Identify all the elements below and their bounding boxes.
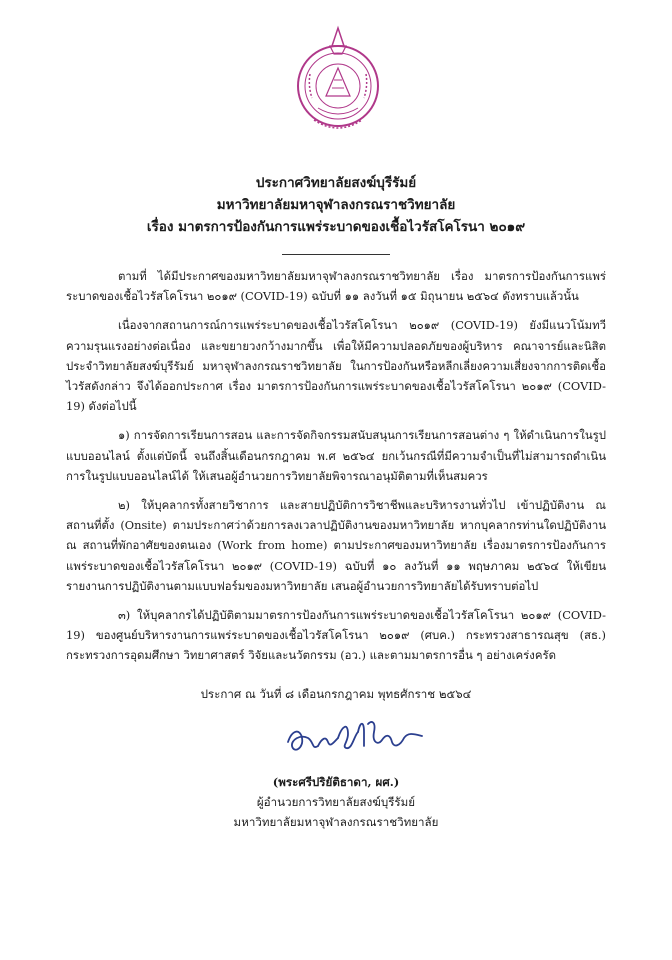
signer-organization: มหาวิทยาลัยมหาจุฬาลงกรณราชวิทยาลัย [233, 815, 439, 829]
measure-item-2: ๒) ให้บุคลากรทั้งสายวิชาการ และสายปฏิบัติการวิชาชีพและบริหารงานทั่วไป เข้าปฏิบัติงาน ณ สถานที่ตั้ง (Onsite) ตามประกาศว่าด้วยการลงเวลาปฏิบัติงานของมหาวิทยาลัย หากบุคลากรท่านใดปฏิบัติงาน ณ สถานที่พักอาศัยของตนเอง (Work from home) ตามประกาศของมหาวิทยาลัย เรื่องมาตรการป้องกันการแพร่ระบาดของเชื้อไวรัสโคโรนา ๒๐๑๙ (COVID-19) ฉบับที่ ๑๐ ลงวันที่ ๑๑ พฤษภาคม ๒๕๖๔ ให้เขียนรายงานการปฏิบัติงานตามแบบฟอร์มของมหาวิทยาลัย เสนอผู้อำนวยการวิทยาลัยได้รับทราบต่อไป [66, 498, 606, 593]
paragraph-situation: เนื่องจากสถานการณ์การแพร่ระบาดของเชื้อไวรัสโคโรนา ๒๐๑๙ (COVID-19) ยังมีแนวโน้มทวีความรุนแรงอย่างต่อเนื่อง และขยายวงกว้างมากขึ้น เพื่อให้มีความปลอดภัยของผู้บริหาร คณาจารย์และนิสิตประจำวิทยาลัยสงฆ์บุรีรัมย์ มหาจุฬาลงกรณราชวิทยาลัย ในการป้องกันหรือหลีกเลี่ยงความเสี่ยงจากการติดเชื้อไวรัสดังกล่าว จึงได้ออกประกาศ เรื่อง มาตรการป้องกันการแพร่ระบาดของเชื้อไวรัสโคโรนา ๒๐๑๙ (COVID-19) ดังต่อไปนี้ [66, 318, 606, 414]
announcement-body [66, 266, 606, 675]
signer-position: ผู้อำนวยการวิทยาลัยสงฆ์บุรีรัมย์ [256, 795, 416, 809]
announce-date: ประกาศ ณ วันที่ ๘ เดือนกรกฎาคม พุทธศักราช ๒๕๖๔ [200, 687, 472, 701]
handwritten-signature-icon [282, 712, 432, 762]
measure-item-1: ๑) การจัดการเรียนการสอน และการจัดกิจกรรมสนับสนุนการเรียนการสอนต่าง ๆ ให้ดำเนินการในรูปแบบออนไลน์ ตั้งแต่บัดนี้ จนถึงสิ้นเดือนกรกฎาคม พ.ศ ๒๕๖๔ ยกเว้นกรณีที่มีความจำเป็นที่ไม่สามารถดำเนินการในรูปแบบออนไลน์ได้ ให้เสนอผู้อำนวยการวิทยาลัยพิจารณาอนุมัติตามที่เห็นสมควร [66, 428, 606, 483]
paragraph-reference: ตามที่ ได้มีประกาศของมหาวิทยาลัยมหาจุฬาลงกรณราชวิทยาลัย เรื่อง มาตรการป้องกันการแพร่ระบาดของเชื้อไวรัสโคโรนา ๒๐๑๙ (COVID-19) ฉบับที่ ๑๑ ลงวันที่ ๑๕ มิถุนายน ๒๕๖๔ ดังทราบแล้วนั้น [66, 269, 606, 304]
temple-seal-icon [296, 24, 380, 140]
heading-divider [282, 254, 390, 255]
signer-name: (พระศรีปริยัติธาดา, ผศ.) [272, 775, 400, 789]
signer-block [0, 772, 672, 832]
heading-line-2: มหาวิทยาลัยมหาจุฬาลงกรณราชวิทยาลัย [216, 197, 456, 213]
announcement-heading [0, 172, 672, 238]
heading-line-1: ประกาศวิทยาลัยสงฆ์บุรีรัมย์ [255, 175, 417, 191]
measure-item-3: ๓) ให้บุคลากรได้ปฏิบัติตามมาตรการป้องกันการแพร่ระบาดของเชื้อไวรัสโคโรนา ๒๐๑๙ (COVID-19) ของศูนย์บริหารงานการแพร่ระบาดของเชื้อไวรัสโคโรนา ๒๐๑๙ (ศบค.) กระทรวงสาธารณสุข (สธ.) กระทรวงการอุดมศึกษา วิทยาศาสตร์ วิจัยและนวัตกรรม (อว.) และตามมาตรการอื่น ๆ อย่างเคร่งครัด [66, 608, 606, 663]
heading-line-3: เรื่อง มาตรการป้องกันการแพร่ระบาดของเชื้อไวรัสโคโรนา ๒๐๑๙ [146, 219, 526, 235]
